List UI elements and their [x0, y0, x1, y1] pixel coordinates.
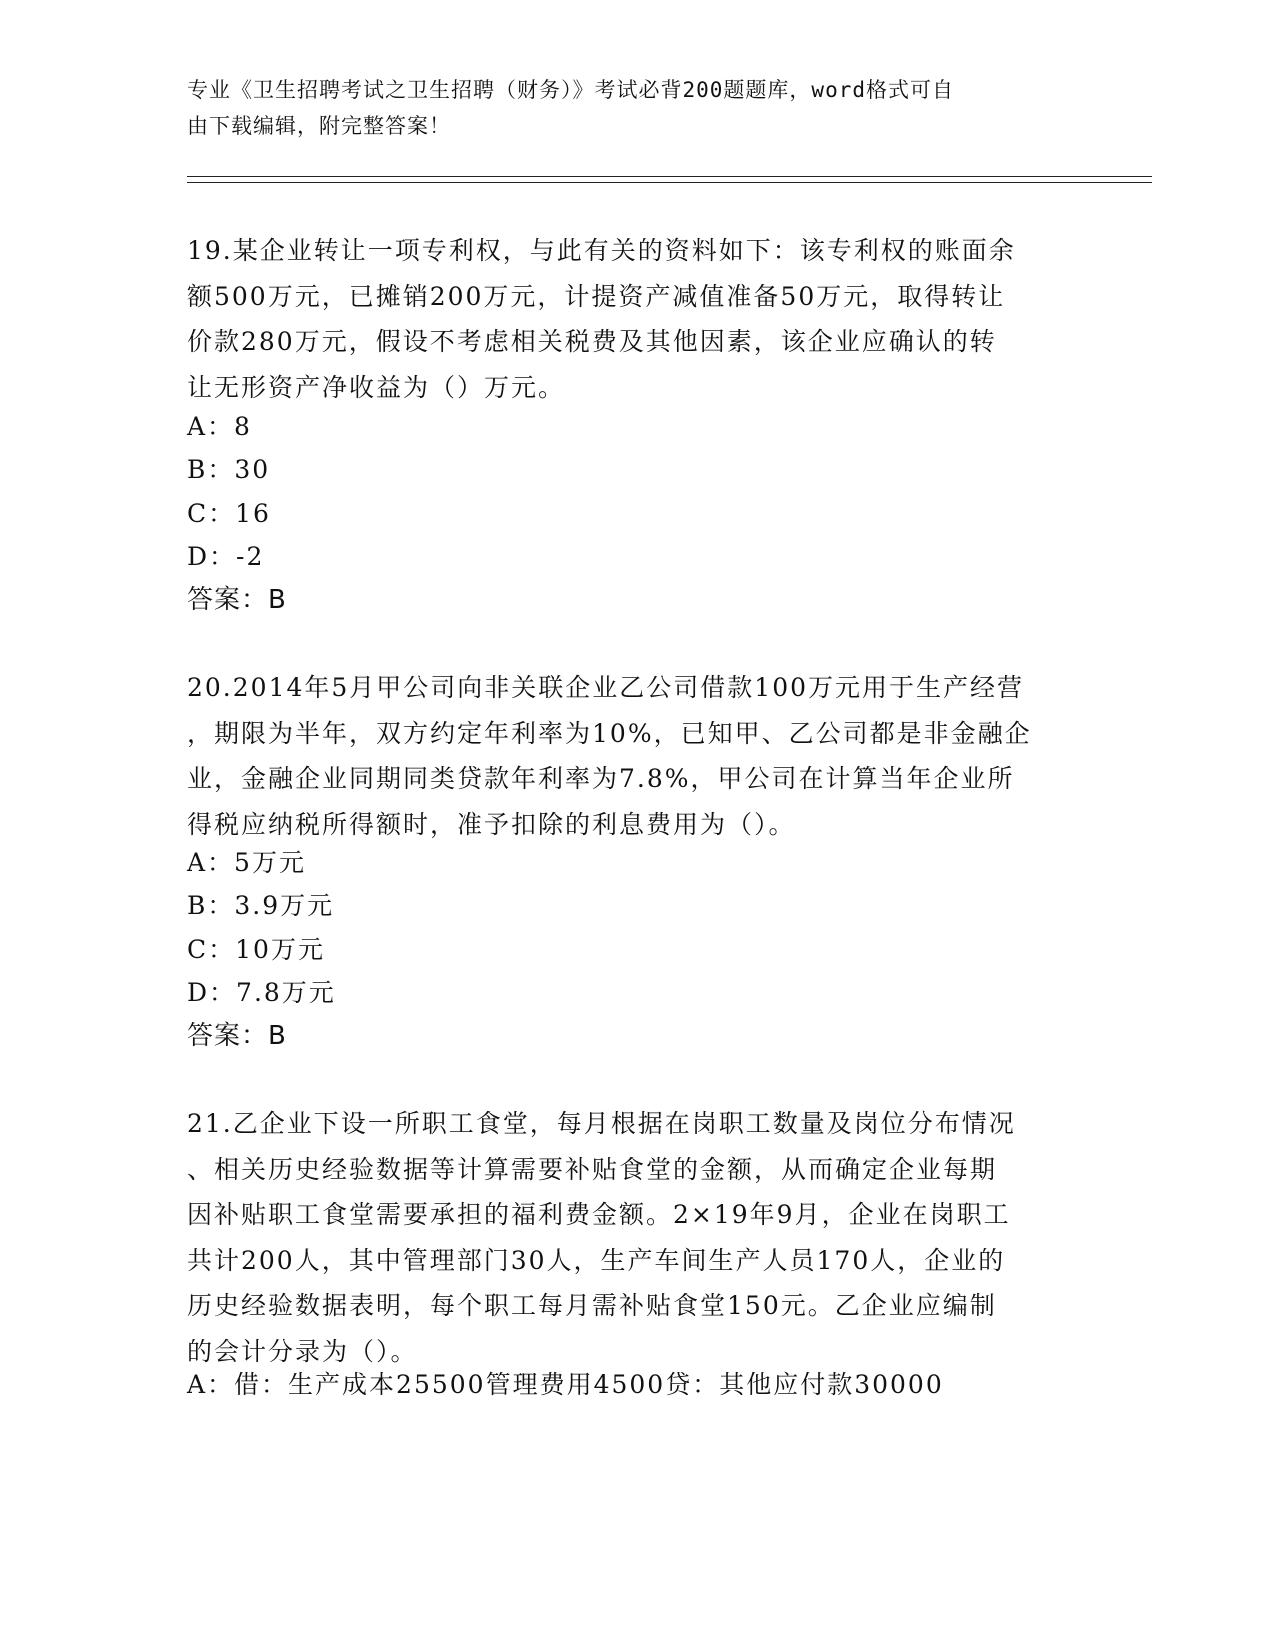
question-19-option-c: C：16	[187, 499, 271, 528]
question-20-option-d: D：7.8万元	[187, 978, 336, 1007]
question-line: 共计200人，其中管理部门30人，生产车间生产人员170人，企业的	[187, 1245, 1006, 1275]
question-19-option-d: D：-2	[187, 542, 265, 571]
question-line: 、相关历史经验数据等计算需要补贴食堂的金额，从而确定企业每期	[187, 1154, 998, 1184]
question-19-option-a: A：8	[187, 412, 252, 441]
header-line: 由下载编辑，附完整答案！	[187, 114, 451, 138]
question-line: 得税应纳税所得额时，准予扣除的利息费用为（）。	[187, 809, 796, 839]
header-divider	[187, 176, 1152, 177]
question-line: ，期限为半年，双方约定年利率为10%，已知甲、乙公司都是非金融企	[187, 718, 1032, 748]
question-21-option-a: A：借：生产成本25500管理费用4500贷：其他应付款30000	[187, 1370, 944, 1399]
question-19-text	[187, 228, 1087, 410]
document-header	[187, 72, 1087, 144]
question-line: 因补贴职工食堂需要承担的福利费金额。2×19年9月，企业在岗职工	[187, 1200, 1011, 1229]
question-20-option-c: C：10万元	[187, 935, 325, 964]
header-divider	[187, 182, 1152, 183]
question-19-answer: 答案：B	[187, 585, 287, 615]
question-line: 21.乙企业下设一所职工食堂，每月根据在岗职工数量及岗位分布情况	[187, 1109, 1016, 1138]
question-20-option-a: A：5万元	[187, 848, 306, 877]
question-line: 20.2014年5月甲公司向非关联企业乙公司借款100万元用于生产经营	[187, 673, 1025, 702]
question-21-text	[187, 1101, 1087, 1374]
question-20-text	[187, 665, 1087, 847]
header-line: 专业《卫生招聘考试之卫生招聘（财务）》考试必背200题题库，word格式可自	[187, 78, 954, 102]
question-line: 业，金融企业同期同类贷款年利率为7.8%，甲公司在计算当年企业所	[187, 764, 1015, 793]
question-19-option-b: B：30	[187, 455, 271, 484]
question-line: 历史经验数据表明，每个职工每月需补贴食堂150元。乙企业应编制	[187, 1291, 997, 1320]
question-line: 19.某企业转让一项专利权，与此有关的资料如下：该专利权的账面余	[187, 236, 1016, 265]
question-20-answer: 答案：B	[187, 1021, 287, 1051]
question-line: 让无形资产净收益为（）万元。	[187, 372, 566, 402]
question-line: 价款280万元，假设不考虑相关税费及其他因素，该企业应确认的转	[187, 327, 997, 356]
question-line: 额500万元，已摊销200万元，计提资产减值准备50万元，取得转让	[187, 281, 1006, 311]
question-20-option-b: B：3.9万元	[187, 891, 335, 920]
question-line: 的会计分录为（）。	[187, 1336, 418, 1366]
